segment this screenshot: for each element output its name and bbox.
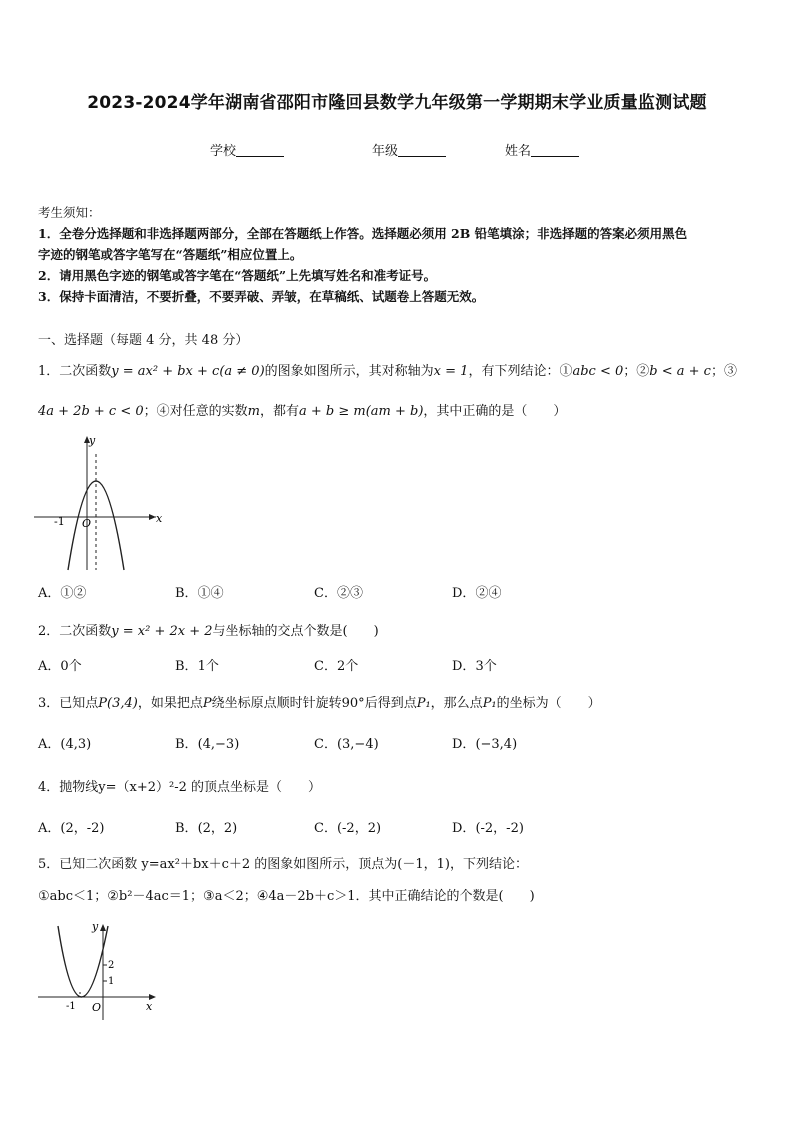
option-letter: D． bbox=[452, 659, 476, 674]
school-blank bbox=[236, 144, 284, 157]
option-letter: B． bbox=[175, 821, 198, 836]
q1-text: 1．二次函数 bbox=[38, 364, 112, 379]
question-1-line-2 bbox=[38, 400, 566, 419]
q3-option-a[interactable] bbox=[38, 733, 91, 752]
question-4: 4．抛物线y=（x+2）²-2 的顶点坐标是（ ） bbox=[38, 780, 322, 795]
q2-function-expr: y = x² + 2x + 2 bbox=[111, 624, 213, 639]
name-field bbox=[505, 140, 579, 159]
question-3 bbox=[38, 692, 601, 711]
option-text: (-2，-2) bbox=[475, 821, 524, 836]
q1-axis-expr: x = 1 bbox=[433, 364, 469, 379]
q2-text: 2．二次函数 bbox=[38, 624, 112, 639]
option-text: 3个 bbox=[475, 659, 497, 674]
option-text: (4,−3) bbox=[197, 737, 240, 752]
q3-text: 后得到点 bbox=[364, 696, 417, 711]
option-letter: B． bbox=[175, 737, 198, 752]
q1-graph-y-label: y bbox=[89, 434, 96, 447]
notice-item: 1．全卷分选择题和非选择题两部分，全部在答题纸上作答。选择题必须用 2B 铅笔填涂；非选择题的答案必须用黑色 bbox=[38, 226, 688, 241]
q1-option-c[interactable] bbox=[314, 582, 363, 601]
q2-option-d[interactable] bbox=[452, 655, 497, 674]
q4-option-b[interactable] bbox=[175, 817, 237, 836]
q1-option-d[interactable] bbox=[452, 582, 501, 601]
q3-option-c[interactable] bbox=[314, 733, 379, 752]
option-letter: A． bbox=[38, 737, 61, 752]
option-text: 2个 bbox=[336, 659, 359, 674]
option-text: ①④ bbox=[197, 586, 224, 601]
q1-graph-x-label: x bbox=[156, 512, 163, 525]
question-5-line-1: 5．已知二次函数 y=ax²＋bx＋c＋2 的图象如图所示，顶点为(－1，1)，下列结论： bbox=[38, 857, 528, 872]
option-letter: C． bbox=[314, 586, 337, 601]
option-letter: D． bbox=[452, 586, 476, 601]
q3-text: ，那么点 bbox=[430, 696, 483, 711]
q5-parabola-curve bbox=[58, 926, 108, 997]
q1-x-arrow bbox=[149, 514, 156, 520]
grade-field bbox=[372, 140, 446, 159]
option-text: (2，2) bbox=[197, 821, 238, 836]
q5-graph-tick-1: 1 bbox=[108, 976, 115, 987]
q2-option-b[interactable] bbox=[175, 655, 219, 674]
notice-item: 2．请用黑色字迹的钢笔或答字笔在“答题纸”上先填写姓名和准考证号。 bbox=[38, 268, 437, 283]
q5-graph-y-label: y bbox=[92, 920, 99, 933]
grade-blank bbox=[398, 144, 446, 157]
option-letter: C． bbox=[314, 821, 337, 836]
grade-label: 年级 bbox=[372, 144, 399, 159]
q1-graph-origin: O bbox=[82, 517, 92, 530]
q3-text: 的坐标为（ ） bbox=[496, 696, 601, 711]
q1-text: ，有下列结论： bbox=[468, 364, 560, 379]
q4-option-d[interactable] bbox=[452, 817, 524, 836]
option-text: (4,3) bbox=[60, 737, 92, 752]
option-letter: D． bbox=[452, 737, 476, 752]
q1-conclusion-1-number: ① bbox=[559, 364, 573, 379]
question-1-line-1 bbox=[38, 360, 737, 379]
option-letter: D． bbox=[452, 821, 476, 836]
q1-conclusion-3: 4a + 2b + c < 0 bbox=[38, 404, 144, 419]
q3-point-p1: P₁ bbox=[482, 696, 497, 711]
q1-separator: ； bbox=[710, 364, 724, 379]
q1-conclusion-3-number: ③ bbox=[723, 364, 737, 379]
option-text: 1个 bbox=[197, 659, 219, 674]
school-label: 学校 bbox=[210, 144, 237, 159]
q1-conclusion-2: b < a + c bbox=[649, 364, 711, 379]
q4-option-c[interactable] bbox=[314, 817, 381, 836]
option-text: (-2，2) bbox=[336, 821, 382, 836]
q1-separator: ； bbox=[623, 364, 637, 379]
q1-text: ，都有 bbox=[259, 404, 299, 419]
q2-text: 与坐标轴的交点个数是( ) bbox=[212, 624, 379, 639]
name-blank bbox=[531, 144, 579, 157]
q3-option-b[interactable] bbox=[175, 733, 239, 752]
q3-text: 绕坐标原点顺时针旋转 bbox=[211, 696, 342, 711]
q1-text: ，其中正确的是（ ） bbox=[423, 404, 567, 419]
q5-graph-origin: O bbox=[92, 1001, 102, 1014]
q1-conclusion-2-number: ② bbox=[636, 364, 650, 379]
q3-option-d[interactable] bbox=[452, 733, 517, 752]
q5-graph-x-label: x bbox=[146, 1000, 153, 1013]
q1-function-expr: y = ax² + bx + c(a ≠ 0) bbox=[111, 364, 265, 379]
q5-graph-tick-2: 2 bbox=[108, 960, 115, 971]
q5-y-arrow bbox=[100, 924, 106, 931]
option-text: (2，-2) bbox=[60, 821, 105, 836]
q5-graph-tick-neg1: -1 bbox=[66, 1001, 76, 1012]
option-letter: A． bbox=[38, 821, 61, 836]
notice-item: 字迹的钢笔或答字笔写在“答题纸”相应位置上。 bbox=[38, 247, 303, 262]
q4-option-a[interactable] bbox=[38, 817, 104, 836]
q2-option-a[interactable] bbox=[38, 655, 82, 674]
exam-title: 2023-2024学年湖南省邵阳市隆回县数学九年级第一学期期末学业质量监测试题 bbox=[87, 93, 707, 113]
option-letter: B． bbox=[175, 659, 198, 674]
school-field bbox=[210, 140, 284, 159]
q2-option-c[interactable] bbox=[314, 655, 358, 674]
q3-angle: 90° bbox=[341, 696, 365, 711]
option-letter: B． bbox=[175, 586, 198, 601]
notice-heading: 考生须知： bbox=[38, 205, 101, 220]
option-letter: C． bbox=[314, 737, 337, 752]
option-text: (−3,4) bbox=[475, 737, 518, 752]
q1-var-m: m bbox=[247, 404, 260, 419]
option-letter: A． bbox=[38, 659, 61, 674]
q3-point-p: P(3,4) bbox=[98, 696, 138, 711]
q3-point-p-name: P bbox=[202, 696, 212, 711]
q1-conclusion-1: abc < 0 bbox=[572, 364, 624, 379]
q3-text: ，如果把点 bbox=[137, 696, 203, 711]
name-label: 姓名 bbox=[505, 144, 532, 159]
q1-option-a[interactable] bbox=[38, 582, 86, 601]
q3-text: 3．已知点 bbox=[38, 696, 99, 711]
q3-point-p1: P₁ bbox=[416, 696, 431, 711]
option-letter: C． bbox=[314, 659, 337, 674]
q1-parabola-graph bbox=[34, 432, 164, 572]
option-text: 0个 bbox=[60, 659, 82, 674]
q5-parabola-graph bbox=[36, 918, 164, 1022]
q1-graph-tick-neg1: -1 bbox=[54, 515, 65, 528]
q1-inequality: a + b ≥ m(am + b) bbox=[299, 404, 424, 419]
q1-text: ；④对任意的实数 bbox=[143, 404, 248, 419]
question-5-line-2: ①abc＜1；②b²－4ac＝1；③a＜2；④4a－2b＋c＞1．其中正确结论的个数是( ) bbox=[38, 889, 535, 904]
option-text: ②④ bbox=[475, 586, 502, 601]
option-letter: A． bbox=[38, 586, 61, 601]
section-heading: 一、选择题（每题 4 分，共 48 分） bbox=[38, 333, 249, 348]
question-2 bbox=[38, 620, 379, 639]
notice-item: 3．保持卡面清洁，不要折叠，不要弄破、弄皱，在草稿纸、试题卷上答题无效。 bbox=[38, 289, 485, 304]
q1-text: 的图象如图所示，其对称轴为 bbox=[264, 364, 434, 379]
option-text: ①② bbox=[60, 586, 87, 601]
option-text: (3,−4) bbox=[336, 737, 379, 752]
q1-option-b[interactable] bbox=[175, 582, 224, 601]
option-text: ②③ bbox=[336, 586, 363, 601]
